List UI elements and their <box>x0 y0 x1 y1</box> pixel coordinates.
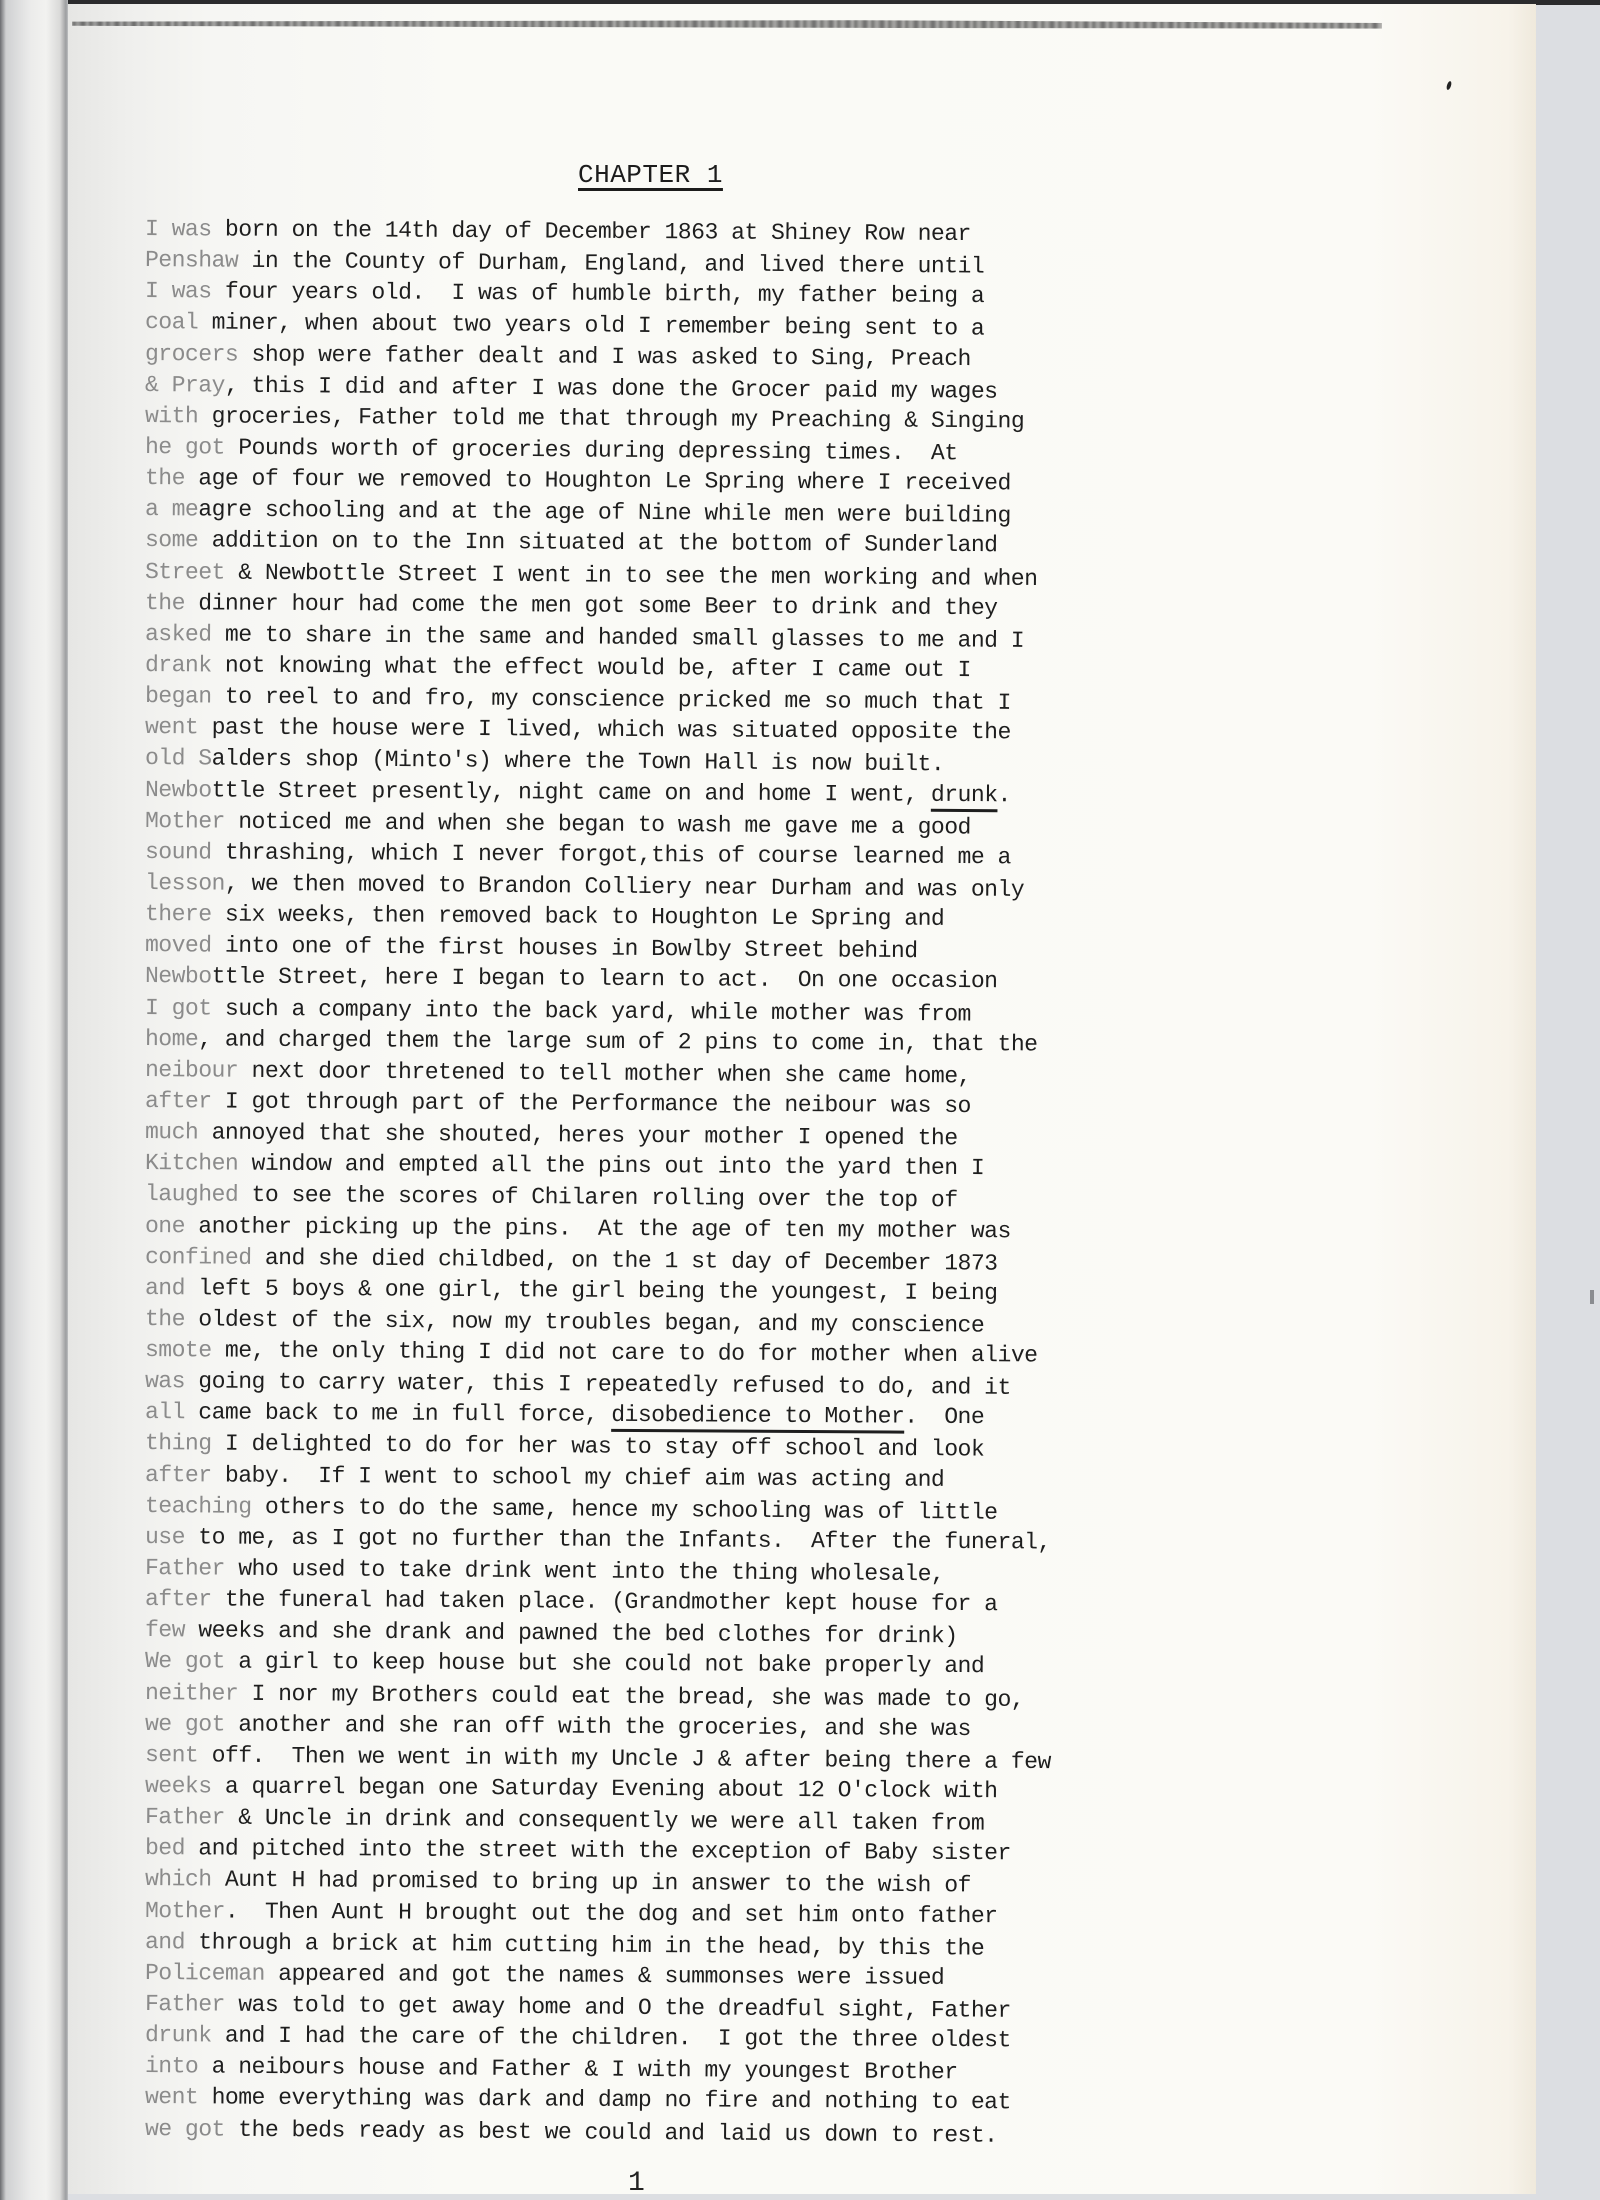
faded-line-start: we got <box>144 2115 226 2143</box>
text-line: Kitchen window and empted all the pins out into the yard then I <box>144 1150 985 1182</box>
faded-line-start: smote <box>144 1337 212 1364</box>
text-line: lesson, we then moved to Brandon Colliery near Durham and was only <box>144 869 1025 903</box>
faded-line-start: and <box>144 1928 186 1956</box>
text-line: smote me, the only thing I did not care to do for mother when alive <box>144 1337 1038 1369</box>
text-line: Penshaw in the County of Durham, England, and lived there until <box>144 247 985 280</box>
text-line: neither I nor my Brothers could eat the bread, she was made to go, <box>144 1679 1025 1713</box>
faded-line-start: Mother <box>144 807 226 835</box>
text-line: one another picking up the pins. At the age of ten my mother was <box>144 1212 1011 1244</box>
faded-line-start: laughed <box>144 1181 239 1209</box>
text-line: was going to carry water, this I repeatedly refused to do, and it <box>144 1368 1011 1402</box>
text-line: moved into one of the first houses in Bowlby Street behind <box>144 932 918 965</box>
text-line: & Pray, this I did and after I was done the Grocer paid my wages <box>144 371 998 405</box>
text-line: thing I delighted to do for her was to stay off school and look <box>144 1430 985 1464</box>
faded-line-start: into <box>144 2053 199 2080</box>
text-line: teaching others to do the same, hence my schooling was of little <box>144 1492 998 1526</box>
faded-line-start: a me <box>144 496 199 523</box>
faded-line-start: began <box>144 683 212 710</box>
faded-line-start: weeks <box>144 1773 212 1800</box>
faded-line-start: Policeman <box>144 1959 265 1987</box>
faded-line-start: Father <box>144 1804 226 1831</box>
faded-line-start: bed <box>144 1835 186 1862</box>
text-line: after baby. If I went to school my chief aim was acting and <box>144 1461 945 1493</box>
faded-line-start: coal <box>144 309 199 336</box>
faded-line-start: he got <box>144 433 226 461</box>
text-line: the age of four we removed to Houghton Le Spring where I received <box>144 465 1011 497</box>
faded-line-start: We got <box>144 1648 226 1675</box>
text-line: Father was told to get away home and O the dreadful sight, Father <box>144 1991 1011 2024</box>
text-line: all came back to me in full force, disobedience to Mother. One <box>144 1399 985 1431</box>
faded-line-start: one <box>144 1212 186 1239</box>
text-line: grocers shop were father dealt and I was asked to Sing, Preach <box>144 340 971 372</box>
faded-line-start: drunk <box>144 2022 212 2049</box>
faded-line-start: few <box>144 1617 186 1644</box>
chapter-title: CHAPTER 1 <box>578 160 723 190</box>
text-line: Newbottle Street presently, night came on and home I went, drunk. <box>144 776 1011 808</box>
text-line: confined and she died childbed, on the 1 st day of December 1873 <box>144 1243 998 1277</box>
text-line: the oldest of the six, now my troubles began, and my conscience <box>144 1305 985 1339</box>
text-line: neibour next door thretened to tell mother when she came home, <box>144 1056 971 1090</box>
faded-line-start: Father <box>144 1555 226 1582</box>
faded-line-start: the <box>144 589 186 616</box>
text-line: Father who used to take drink went into the thing wholesale, <box>144 1555 945 1588</box>
faded-line-start: neibour <box>144 1056 239 1084</box>
text-line: Policeman appeared and got the names & summonses were issued <box>144 1959 945 1991</box>
faded-line-start: I got <box>144 994 212 1022</box>
faded-line-start: the <box>144 1305 186 1333</box>
faded-line-start: which <box>144 1866 212 1893</box>
text-line: into a neibours house and Father & I with my youngest Brother <box>144 2053 958 2086</box>
faded-line-start: all <box>144 1399 186 1426</box>
faded-line-start: after <box>144 1461 212 1489</box>
faded-line-start: neither <box>144 1679 239 1707</box>
faded-line-start: grocers <box>144 340 239 368</box>
page-number: 1 <box>628 2168 645 2199</box>
text-line: and through a brick at him cutting him in the head, by this the <box>144 1928 985 1962</box>
faded-line-start: use <box>144 1523 186 1551</box>
text-line: there six weeks, then removed back to Houghton Le Spring and <box>144 901 945 932</box>
text-line: laughed to see the scores of Chilaren rolling over the top of <box>144 1181 958 1214</box>
faded-line-start: teaching <box>144 1492 252 1520</box>
text-line: sent off. Then we went in with my Uncle J & after being there a few <box>144 1741 1051 1776</box>
faded-line-start: Newbo <box>144 963 212 990</box>
text-line: began to reel to and fro, my conscience pricked me so much that I <box>144 683 1011 716</box>
text-line: I was four years old. I was of humble birth, my father being a <box>144 278 985 310</box>
text-line: Street & Newbottle Street I went in to see the men working and when <box>144 558 1038 592</box>
faded-line-start: went <box>144 2084 199 2111</box>
text-line: home, and charged them the large sum of 2 pins to come in, that the <box>144 1025 1038 1058</box>
faded-line-start: home <box>144 1025 199 1052</box>
faded-line-start: Newbo <box>144 776 212 803</box>
faded-line-start: much <box>144 1119 199 1146</box>
text-line: Mother noticed me and when she began to wash me gave me a good <box>144 807 972 841</box>
faded-line-start: moved <box>144 932 212 959</box>
faded-line-start: lesson <box>144 869 226 897</box>
scan-mark <box>1590 1290 1594 1304</box>
text-line: I was born on the 14th day of December 1863 at Shiney Row near <box>144 216 971 248</box>
text-line: a meagre schooling and at the age of Nine while men were building <box>144 496 1011 530</box>
text-line: Newbottle Street, here I began to learn to act. On one occasion <box>144 963 998 995</box>
text-line: bed and pitched into the street with the exception of Baby sister <box>144 1835 1011 1867</box>
text-line: after I got through part of the Performance the neibour was so <box>144 1087 971 1119</box>
binding-edge <box>0 0 68 2200</box>
text-line: use to me, as I got no further than the Infants. After the funeral, <box>144 1523 1051 1556</box>
text-line: went past the house were I lived, which was situated opposite the <box>144 714 1011 746</box>
faded-line-start: we got <box>144 1710 226 1738</box>
faded-line-start: there <box>144 901 212 928</box>
text-line: some addition on to the Inn situated at the bottom of Sunderland <box>144 527 998 559</box>
faded-line-start: confined <box>144 1243 252 1271</box>
text-line: with groceries, Father told me that through my Preaching & Singing <box>144 402 1025 435</box>
faded-line-start: drank <box>144 651 212 679</box>
faded-line-start: and <box>144 1274 186 1302</box>
underlined-emphasis: disobedience to Mother <box>611 1402 905 1430</box>
faded-line-start: after <box>144 1087 212 1115</box>
text-line: Mother. Then Aunt H brought out the dog and set him onto father <box>144 1897 998 1929</box>
text-line: much annoyed that she shouted, heres your mother I opened the <box>144 1119 958 1152</box>
faded-line-start: after <box>144 1586 212 1613</box>
faded-line-start: was <box>144 1368 186 1395</box>
faded-line-start: the <box>144 465 186 492</box>
text-line: weeks a quarrel began one Saturday Evening about 12 O'clock with <box>144 1773 998 1805</box>
faded-line-start: Penshaw <box>144 247 239 274</box>
faded-line-start: sound <box>144 838 212 866</box>
text-line: the dinner hour had come the men got some Beer to drink and they <box>144 589 998 621</box>
text-line: I got such a company into the back yard, while mother was from <box>144 994 972 1028</box>
text-line: Father & Uncle in drink and consequently we were all taken from <box>144 1804 985 1837</box>
faded-line-start: I was <box>144 278 212 305</box>
faded-line-start: went <box>144 714 199 741</box>
text-line: we got the beds ready as best we could and laid us down to rest. <box>144 2115 998 2149</box>
text-line: asked me to share in the same and handed small glasses to me and I <box>144 620 1025 654</box>
text-line: old Salders shop (Minto's) where the Town Hall is now built. <box>144 745 945 778</box>
text-line: which Aunt H had promised to bring up in answer to the wish of <box>144 1866 972 1899</box>
faded-line-start: Mother <box>144 1897 226 1925</box>
faded-line-start: some <box>144 527 199 554</box>
text-line: we got another and she ran off with the groceries, and she was <box>144 1710 971 1742</box>
faded-line-start: asked <box>144 620 212 648</box>
faded-line-start: Father <box>144 1991 226 2018</box>
faded-line-start: I was <box>144 216 212 243</box>
faded-line-start: thing <box>144 1430 212 1458</box>
faded-line-start: & Pray <box>144 371 226 399</box>
text-line: We got a girl to keep house but she could not bake properly and <box>144 1648 985 1680</box>
faded-line-start: Street <box>144 558 226 586</box>
text-line: went home everything was dark and damp no fire and nothing to eat <box>144 2084 1011 2116</box>
faded-line-start: Kitchen <box>144 1150 239 1177</box>
text-line: sound thrashing, which I never forgot,this of course learned me a <box>144 838 1011 871</box>
faded-line-start: sent <box>144 1741 199 1769</box>
text-line: drank not knowing what the effect would be, after I came out I <box>144 651 971 684</box>
text-line: coal miner, when about two years old I remember being sent to a <box>144 309 985 343</box>
text-line: drunk and I had the care of the children. I got the three oldest <box>144 2022 1011 2054</box>
underlined-emphasis: drunk <box>930 781 998 808</box>
text-line: he got Pounds worth of groceries during depressing times. At <box>144 433 958 467</box>
text-line: after the funeral had taken place. (Grandmother kept house for a <box>144 1586 998 1618</box>
body-text <box>144 214 1051 2149</box>
faded-line-start: old S <box>144 745 212 772</box>
faded-line-start: with <box>144 402 199 430</box>
text-line: few weeks and she drank and pawned the bed clothes for drink) <box>144 1617 958 1650</box>
text-line: and left 5 boys & one girl, the girl being the youngest, I being <box>144 1274 998 1306</box>
